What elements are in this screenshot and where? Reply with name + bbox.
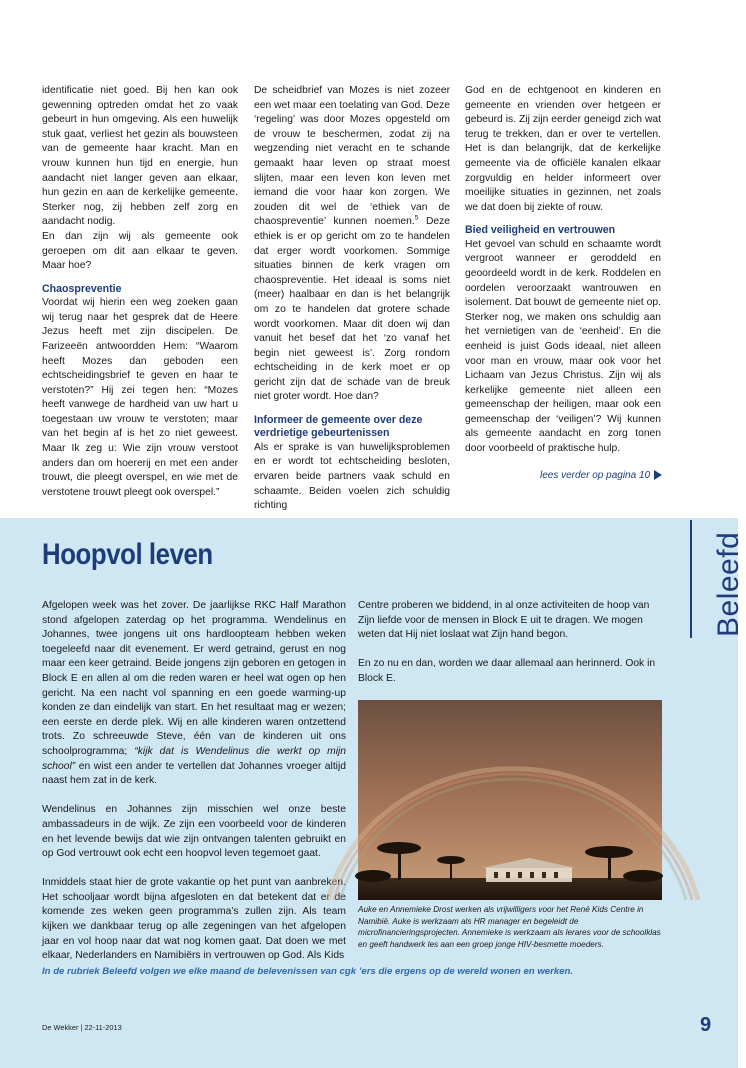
paragraph: God en de echtgenoot en kinderen en gemeente en vrienden over hetgeen er gebeurd is. Zij zijn eerder geneigd zich wat terug te trekken, dan er over te vertellen. Het is dan belangrijk, dat de kerkelijke gemeente via de officiële kanalen elkaar zorgvuldig en helder informeert over moeilijke situaties in gezinnen, net zoals we dat doen bij ziekte of rouw. bbox=[465, 85, 661, 213]
paragraph: Als er sprake is van huwelijksproblemen en er wordt tot echtscheiding besloten, ervaren beide partners vaak schuld en schaamte. Beiden voelen zich schuldig richting bbox=[254, 441, 450, 512]
article-column-3 bbox=[465, 84, 661, 457]
sidebar-divider bbox=[690, 520, 692, 638]
subheading-veiligheid: Bied veiligheid en vertrouwen bbox=[465, 224, 616, 237]
paragraph: Inmiddels staat hier de grote vakantie op het punt van aanbreken. Het schooljaar wordt bijna afgesloten en dat betekent dat er de komende zes weken geen programma’s zullen zijn. Als team kijken we dankbaar terug op alle zegeningen van het afgelopen jaar en vol hoop naar dat wat nog komen gaat. Dat doen we met elkaar, Nederlanders en Namibiërs in vertrouwen op God. Als Kids bbox=[42, 877, 346, 962]
article-column-2 bbox=[254, 84, 450, 514]
arrow-right-icon bbox=[654, 470, 662, 480]
paragraph-text: Deze ethiek is er op gericht om zo te handelen dat erger wordt voorkomen. Sommige situaties binnen de kerk vragen om chaospreventie. Het ideaal is soms niet (meer) haalbaar en dan is het belangrijk om zo te handelen dat grotere schade wordt voorkomen. Maar dit doen wij dan vanuit het besef dat het ‘zo vanaf het begin niet geweest is’. Zorg rondom echtscheiding in de kerk moet er op gericht zijn dat de schade van de breuk niet groter wordt. Hoe dan? bbox=[254, 216, 450, 403]
page-number: 9 bbox=[700, 1014, 712, 1036]
paragraph: Centre proberen we biddend, in al onze activiteiten de hoop van Zijn liefde voor de mensen in Block E uit te dragen. We mogen weten dat Hij niet loslaat wat Zijn hand begon. bbox=[358, 600, 650, 641]
rainbow-landscape-image bbox=[358, 700, 662, 900]
footer-publication: De Wekker | 22-11-2013 bbox=[42, 1023, 122, 1032]
paragraph: En dan zijn wij als gemeente ook geroepen om dit aan elkaar te geven. Maar hoe? bbox=[42, 230, 238, 272]
article-continuation bbox=[0, 0, 738, 518]
story-column-2 bbox=[358, 599, 662, 701]
paragraph bbox=[42, 599, 346, 789]
paragraph-text: Afgelopen week was het zover. De jaarlijkse RKC Half Marathon stond afgelopen zaterdag op het programma. Wendelinus en Johannes, twee jongens uit ons hardloopteam hebben weken toegeleefd naar dit evenement. Er werd getraind, gerust en nog maar een keer getraind. Beide jongens zijn geboren en getogen in Block E en allen al om die reden waren er heel wat ogen op hen gericht. Na een nacht vol spanning en een goede warming-up konden ze dan eindelijk van start. En het resultaat mag er wezen; een eerste en derde plek. Wij en alle kinderen waren ontzettend trots. Zo schreeuwde Steve, één van de kinderen uit ons schoolprogramma; bbox=[42, 600, 346, 757]
quote: “kijk dat is Wendelinus die werkt op mijn school” bbox=[42, 745, 346, 772]
paragraph: Het gevoel van schuld en schaamte wordt vergroot wanneer er geroddeld en geoordeeld wordt in de kerk. Roddelen en oordelen veroorzaakt wantrouwen en isolement. Dat bouwt de gemeente niet op. Sterker nog, we maken ons schuldig aan het vernietigen van de ‘eenheid’. En die eenheid is juist Gods ideaal, niet alleen voor man en vrouw, maar ook voor het Lichaam van Jezus Christus. Zijn wij als kerkelijke gemeente niet alleen een gemeenschap der heiligen, maar ook een gemeenschap der ‘veiligen’? Wij kunnen als gemeente aandacht en zorg tonen door voorbeeld of praktische hulp. bbox=[465, 238, 661, 455]
section-title: Hoopvol leven bbox=[42, 538, 213, 571]
photo-caption: Auke en Annemieke Drost werken als vrijwilligers voor het René Kids Centre in Namibië. Auke is werkzaam als HR manager en begeleidt de microfinancieringsprojecten. Annemieke is werkzaam als lerares voor de schoolklas en geeft handwerk les aan een groep jonge HIV-besmette moeders. bbox=[358, 905, 661, 949]
paragraph bbox=[254, 84, 450, 405]
continue-text: lees verder op pagina 10 bbox=[540, 470, 651, 481]
rainbow-photo bbox=[358, 700, 662, 900]
paragraph-text: en wist een ander te vertellen dat Johannes vroeger altijd naast hem zat in de kerk. bbox=[42, 760, 346, 787]
footnote-marker: 5 bbox=[414, 214, 419, 222]
paragraph: Wendelinus en Johannes zijn misschien wel onze beste ambassadeurs in de wijk. Ze zijn een voorbeeld voor de kinderen en het levende bewijs dat wie zijn ontvangen talenten gebruikt en op God vertrouwt ook echt een hoopvol leven tegemoet gaat. bbox=[42, 804, 346, 860]
article-column-1 bbox=[42, 84, 238, 500]
paragraph: identificatie niet goed. Bij hen kan ook gewenning optreden omdat het zo vaak gebeurt in hun omgeving. Als een huwelijk stuk gaat, verliest het gezin als bouwsteen van de gemeente haar kracht. Man en vrouw kunnen hun tijd en energie, hun aandacht niet langer geven aan elkaar, hun gezin en aan de kerkelijke gemeente. Sterker nog, zij hebben zelf zorg en aandacht nodig. bbox=[42, 85, 238, 228]
rubriek-note: In de rubriek Beleefd volgen we elke maand de belevenissen van cgk ’ers die ergens op de wereld wonen en werken. bbox=[42, 966, 574, 977]
paragraph-text: De scheidbrief van Mozes is niet zozeer een wet maar een toelating van God. Deze ‘regeling’ was door Mozes opgesteld om de vrouw te beschermen, zodat zij na wegzending niet veracht en te schande gemaakt haar leven op straat moest slijten, maar een leven kon leven met iemand die voor haar kon zorgen. We zouden dit wel de ‘ethiek van de chaospreventie’ kunnen noemen. bbox=[254, 85, 450, 228]
paragraph: Voordat wij hierin een weg zoeken gaan wij terug naar het gesprek dat de Heere Jezus heeft met zijn discipelen. De Farizeeën antwoordden Hem: “Waarom heeft Mozes dan geboden een echtscheidingsbrief te geven en haar te verstoten?” Hij zei tegen hen: “Mozes heeft vanwege de hardheid van uw hart u toegestaan uw vrouw te verstoten; maar van het begin af is het zo niet geweest. Maar Ik zeg u: Wie zijn vrouw verstoot anders dan om hoererij en met een ander trouwt, die pleegt overspel, en wie met de verstotene trouwt pleegt ook overspel.” bbox=[42, 297, 238, 498]
subheading-chaospreventie: Chaospreventie bbox=[42, 282, 122, 295]
paragraph: En zo nu en dan, worden we daar allemaal aan herinnerd. Ook in Block E. bbox=[358, 658, 656, 684]
sidebar-label: Beleefd bbox=[712, 531, 745, 637]
subheading-informeer: Informeer de gemeente over deze verdrietige gebeurtenissen bbox=[254, 414, 423, 440]
continue-reading-link[interactable] bbox=[540, 470, 662, 481]
story-column-1 bbox=[42, 599, 346, 978]
